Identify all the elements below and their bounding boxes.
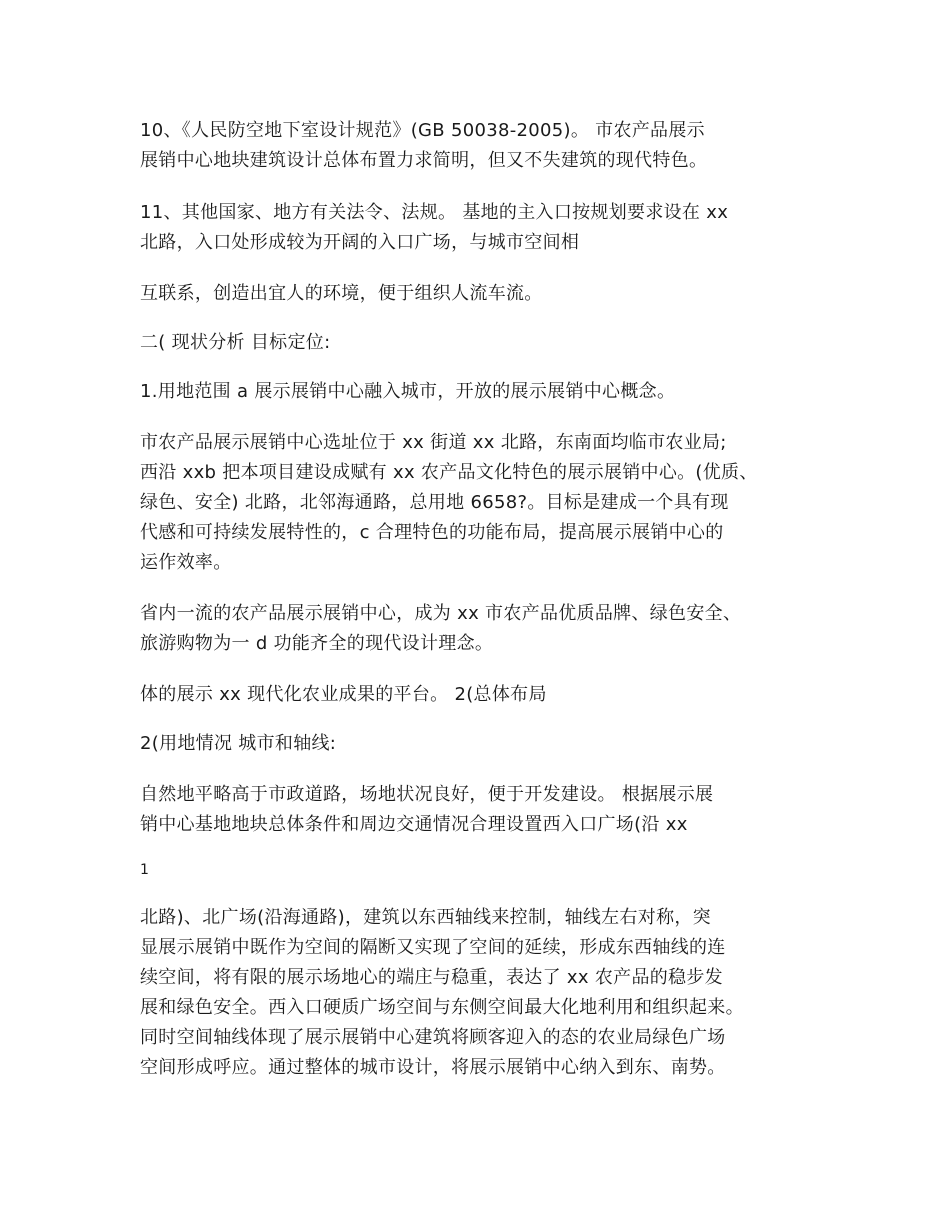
text-line: 展和绿色安全。西入口硬质广场空间与东侧空间最大化地利用和组织起来。 <box>140 997 744 1018</box>
text-line: 11、其他国家、地方有关法令、法规。 基地的主入口按规划要求设在 xx <box>140 202 729 223</box>
paragraph-standard-10 <box>140 116 820 176</box>
text-line: 续空间，将有限的展示场地心的端庄与稳重，表达了 xx 农产品的稳步发 <box>140 967 723 988</box>
text-line: 空间形成呼应。通过整体的城市设计，将展示展销中心纳入到东、南势。 <box>140 1057 726 1078</box>
section-heading-analysis <box>140 328 820 358</box>
paragraph-environment <box>140 279 820 309</box>
text-line: 体的展示 xx 现代化农业成果的平台。 2(总体布局 <box>140 684 547 705</box>
text-line: 2(用地情况 城市和轴线: <box>140 733 337 754</box>
text-line: 旅游购物为一 d 功能齐全的现代设计理念。 <box>140 633 494 654</box>
text-line: 西沿 xxb 把本项目建设成赋有 xx 农产品文化特色的展示展销中心。(优质、 <box>140 462 758 483</box>
paragraph-axis-layout <box>140 903 820 1083</box>
paragraph-provincial-goal <box>140 599 820 659</box>
text-line: 绿色、安全) 北路，北邻海通路，总用地 6658?。目标是建成一个具有现 <box>140 492 729 513</box>
text-line: 显展示展销中既作为空间的隔断又实现了空间的延续，形成东西轴线的连 <box>140 937 726 958</box>
text-line: 展销中心地块建筑设计总体布置力求简明，但又不失建筑的现代特色。 <box>140 150 708 171</box>
section-heading-land-use <box>140 729 820 759</box>
paragraph-platform <box>140 680 820 710</box>
text-line: 销中心基地地块总体条件和周边交通情况合理设置西入口广场(沿 xx <box>140 814 688 835</box>
text-line: 市农产品展示展销中心选址位于 xx 街道 xx 北路，东南面均临市农业局; <box>140 432 727 453</box>
page-number: 1 <box>140 862 149 878</box>
text-line: 自然地平略高于市政道路，场地状况良好，便于开发建设。 根据展示展 <box>140 784 714 805</box>
paragraph-terrain <box>140 780 820 840</box>
paragraph-standard-11 <box>140 198 820 258</box>
text-line: 10、《人民防空地下室设计规范》(GB 50038-2005)。 市农产品展示 <box>140 120 705 141</box>
text-line: 1.用地范围 a 展示展销中心融入城市，开放的展示展销中心概念。 <box>140 381 676 402</box>
paragraph-site-location <box>140 428 820 578</box>
text-line: 互联系，创造出宜人的环境，便于组织人流车流。 <box>140 283 543 304</box>
text-line: 代感和可持续发展特性的，c 合理特色的功能布局，提高展示展销中心的 <box>140 522 724 543</box>
paragraph-land-scope <box>140 377 820 407</box>
text-line: 同时空间轴线体现了展示展销中心建筑将顾客迎入的态的农业局绿色广场 <box>140 1027 726 1048</box>
text-line: 省内一流的农产品展示展销中心，成为 xx 市农产品优质品牌、绿色安全、 <box>140 603 742 624</box>
text-line: 二( 现状分析 目标定位: <box>140 332 331 353</box>
text-line: 运作效率。 <box>140 552 232 573</box>
text-line: 北路)、北广场(沿海通路)，建筑以东西轴线来控制，轴线左右对称，突 <box>140 907 711 928</box>
text-line: 北路，入口处形成较为开阔的入口广场，与城市空间相 <box>140 232 580 253</box>
